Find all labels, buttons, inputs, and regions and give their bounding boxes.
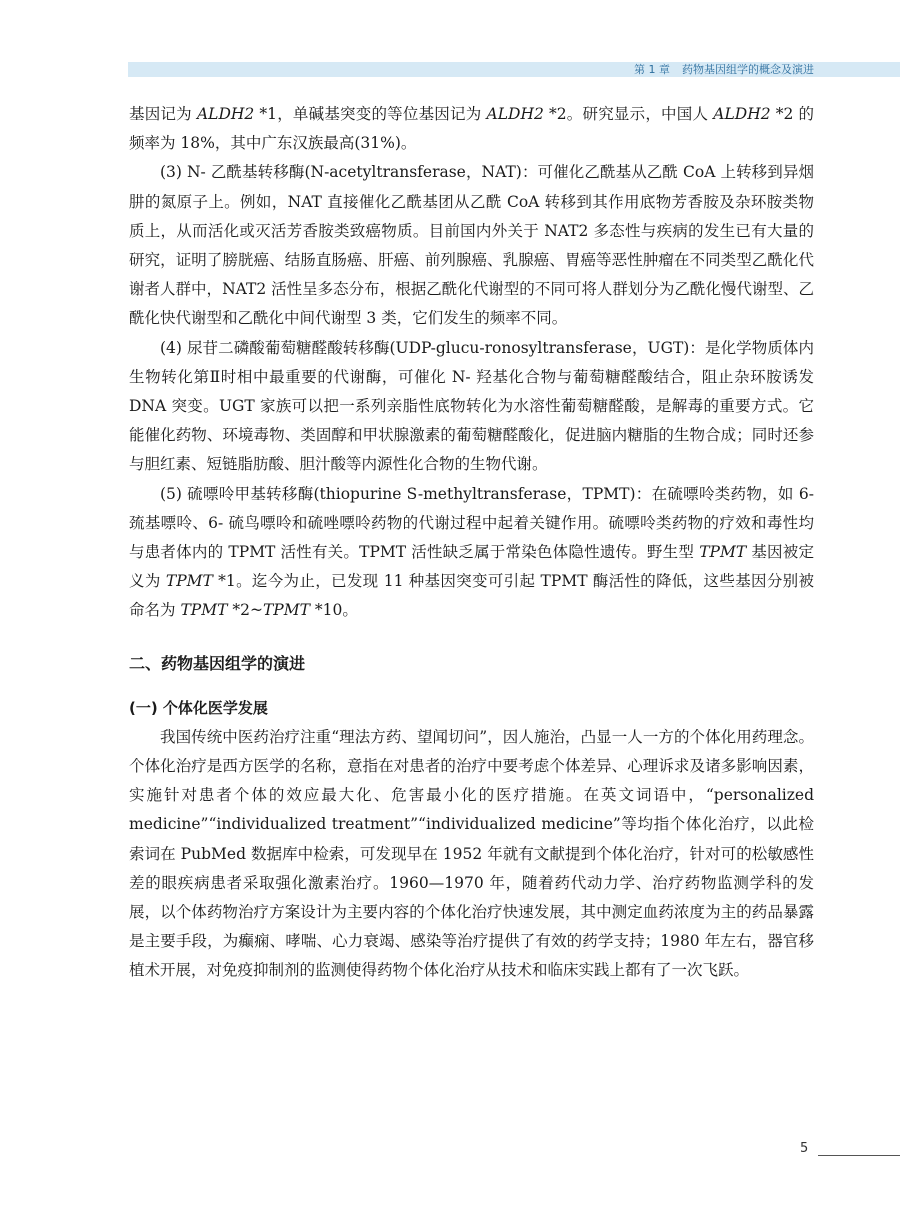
- text-run: 基因被定义为: [129, 543, 814, 591]
- paragraph-ugt: (4) 尿苷二磷酸葡萄糖醛酸转移酶(UDP-glucu-ronosyltransferase，UGT)：是化学物质体内生物转化第Ⅱ时相中最重要的代谢酶，可催化 N- 羟基化合物与葡萄糖醛酸结合，阻止杂环胺诱发 DNA 突变。UGT 家族可以把一系列亲脂性底物转化为水溶性葡萄糖醛酸，是解毒的重要方式。它能催化药物、环境毒物、类固醇和甲状腺激素的葡萄糖醛酸化，促进脑内糖脂的生物合成；同时还参与胆红素、短链脂肪酸、胆汁酸等内源性化合物的生物代谢。: [129, 338, 814, 474]
- section-heading: 二、药物基因组学的演进: [129, 653, 306, 673]
- text-run: 1，单碱基突变的等位基因记为: [267, 105, 487, 123]
- paragraph-aldh2: [129, 100, 814, 158]
- text-run: (5) 硫嘌呤甲基转移酶(thiopurine S-methyltransferase，TPMT)：在硫嘌呤类药物，如 6- 巯基嘌呤、6- 硫鸟嘌呤和硫唑嘌呤药物的代谢过程中起着关键作用。硫嘌呤类药物的疗效和毒性均与患者体内的 TPMT 活性有关。TPMT 活性缺乏属于常染色体隐性遗传。野生型: [129, 484, 814, 562]
- page-number: 5: [800, 1141, 809, 1156]
- text-run: 2 的频率为 18%，其中广东汉族最高(31%)。: [129, 105, 814, 153]
- paragraph-personalized-medicine: 我国传统中医药治疗注重“理法方药、望闻切问”，因人施治，凸显一人一方的个体化用药理念。个体化治疗是西方医学的名称，意指在对患者的治疗中要考虑个体差异、心理诉求及诸多影响因素，实施针对患者个体的效应最大化、危害最小化的医疗措施。在英文词语中，“personalized medicine”“individualized treatment”“individualized medicine”等均指个体化治疗，以此检索词在 PubMed 数据库中检索，可发现早在 1952 年就有文献提到个体化治疗，针对可的松敏感性差的眼疾病患者采取强化激素治疗。1960—1970 年，随着药代动力学、治疗药物监测学科的发展，以个体药物治疗方案设计为主要内容的个体化治疗快速发展，其中测定血药浓度为主的药品暴露是主要手段，为癫痫、哮喘、心力衰竭、感染等治疗提供了有效的药学支持；1980 年左右，器官移植术开展，对免疫抑制剂的监测使得药物个体化治疗从技术和临床实践上都有了一次飞跃。: [129, 727, 814, 980]
- footer-rule: [818, 1155, 900, 1156]
- running-header: [634, 61, 814, 78]
- subsection-heading: (一) 个体化医学发展: [129, 698, 268, 717]
- paragraph-nat: (3) N- 乙酰基转移酶(N-acetyltransferase，NAT)：可催化乙酰基从乙酰 CoA 上转移到异烟肼的氮原子上。例如，NAT 直接催化乙酰基团从乙酰 CoA 转移到其作用底物芳香胺及杂环胺类物质上，从而活化或灭活芳香胺类致癌物质。目前国内外关于 NAT2 多态性与疾病的发生已有大量的研究，证明了膀胱癌、结肠直肠癌、肝癌、前列腺癌、乳腺癌、胃癌等恶性肿瘤在不同类型乙酰化代谢者人群中，NAT2 活性呈多态分布，根据乙酰化代谢型的不同可将人群划分为乙酰化慢代谢型、乙酰化快代谢型和乙酰化中间代谢型 3 类，它们发生的频率不同。: [129, 163, 814, 328]
- text-run: 1。迄今为止，已发现 11 种基因突变可引起 TPMT 酶活性的降低，这些基因分别被命名为: [129, 572, 814, 620]
- page-body: [129, 100, 814, 986]
- gene-name: ALDH2 *: [486, 105, 557, 123]
- paragraph-tpmt: [129, 480, 814, 626]
- gene-name: TPMT *: [262, 601, 323, 620]
- text-run: 2。研究显示，中国人: [556, 105, 714, 123]
- gene-name: TPMT *: [165, 572, 226, 591]
- text-run: 10。: [322, 601, 358, 620]
- text-run: 2~: [240, 601, 263, 620]
- gene-name: TPMT *: [180, 601, 241, 620]
- chapter-number: 第 1 章: [634, 63, 670, 76]
- gene-name: ALDH2 *: [196, 105, 268, 123]
- text-run: 基因记为: [129, 105, 197, 123]
- gene-name: ALDH2 *: [713, 105, 784, 123]
- gene-name: TPMT: [699, 543, 747, 562]
- chapter-title: 药物基因组学的概念及演进: [682, 63, 814, 76]
